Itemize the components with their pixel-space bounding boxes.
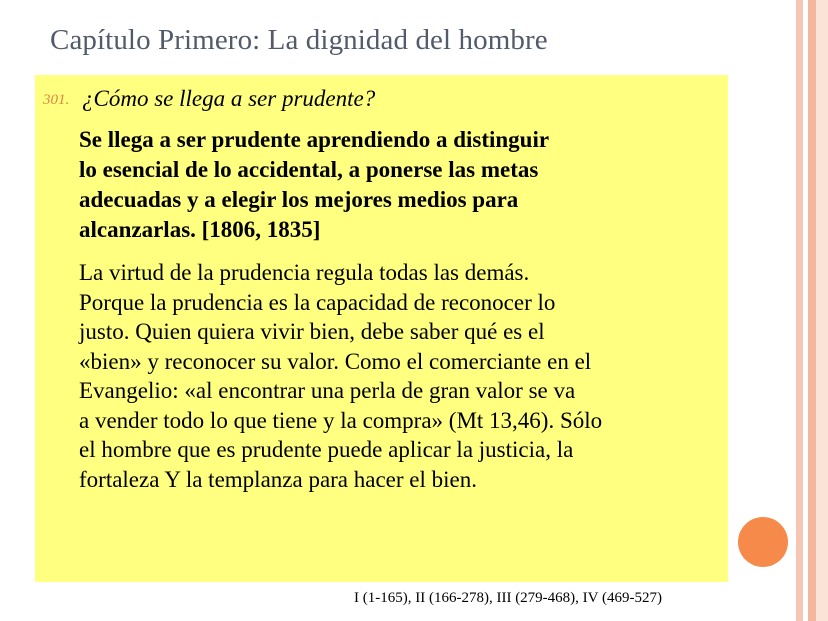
slide-title: Capítulo Primero: La dignidad del hombre bbox=[50, 24, 548, 56]
answer-line: lo esencial de lo accidental, a ponerse las metas bbox=[79, 157, 539, 182]
answer-line: alcanzarlas. [1806, 1835] bbox=[79, 217, 321, 242]
commentary-line: Porque la prudencia es la capacidad de reconocer lo bbox=[79, 289, 556, 315]
commentary-line: fortaleza Y la templanza para hacer el bien. bbox=[79, 466, 477, 492]
commentary-text bbox=[79, 258, 729, 494]
question-number: 301. bbox=[43, 92, 70, 108]
answer-text bbox=[79, 125, 729, 245]
commentary-line: justo. Quien quiera vivir bien, debe saber qué es el bbox=[79, 319, 545, 344]
answer-line: adecuadas y a elegir los mejores medios para bbox=[79, 187, 519, 212]
stripe bbox=[808, 0, 816, 621]
question-text: ¿Cómo se llega a ser prudente? bbox=[82, 86, 376, 111]
commentary-line: Evangelio: «al encontrar una perla de gran valor se va bbox=[79, 378, 576, 403]
stripe bbox=[796, 0, 803, 621]
decorative-circle bbox=[738, 517, 788, 567]
stripe bbox=[816, 0, 828, 621]
commentary-line: a vender todo lo que tiene y la compra» (Mt 13,46). Sólo bbox=[79, 407, 603, 433]
answer-line: Se llega a ser prudente aprendiendo a distinguir bbox=[79, 127, 550, 152]
footer-section-ranges: I (1-165), II (166-278), III (279-468), IV (469-527) bbox=[354, 590, 662, 606]
commentary-line: «bien» y reconocer su valor. Como el comerciante en el bbox=[79, 348, 592, 374]
commentary-line: La virtud de la prudencia regula todas las demás. bbox=[79, 260, 530, 285]
commentary-line: el hombre que es prudente puede aplicar la justicia, la bbox=[79, 437, 574, 462]
